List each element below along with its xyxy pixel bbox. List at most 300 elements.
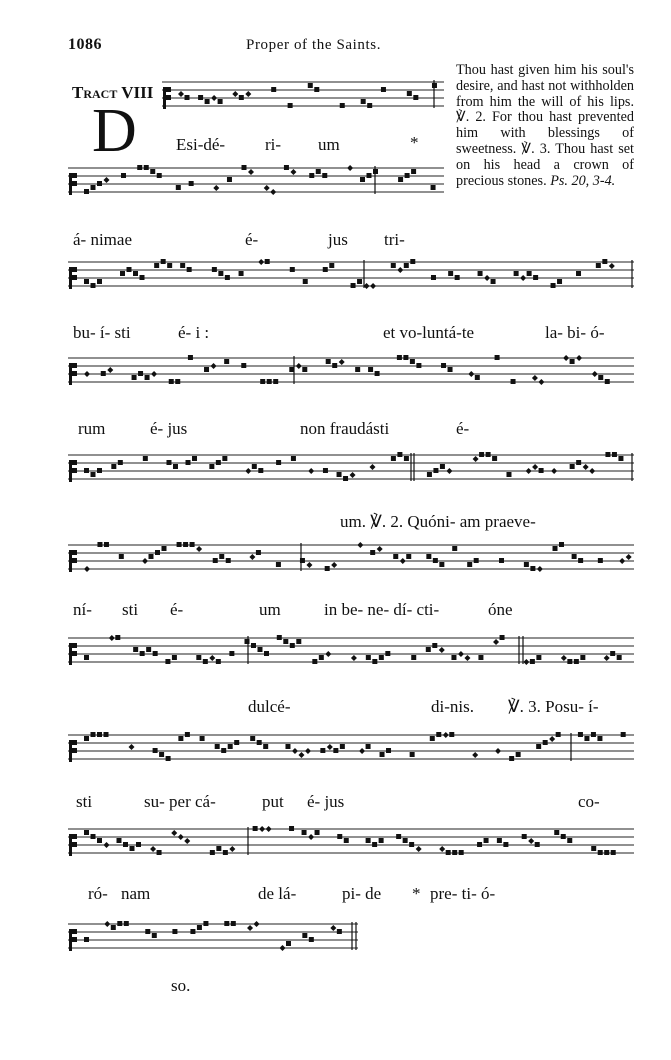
neume-note xyxy=(259,826,265,832)
neume-note xyxy=(185,732,190,737)
c-clef-icon xyxy=(69,643,72,665)
lyric-syllable: ri- xyxy=(265,135,282,154)
neume-note xyxy=(218,99,223,104)
neume-note xyxy=(326,359,331,364)
neume-note xyxy=(472,752,478,758)
neume-note xyxy=(115,635,120,640)
neume-note xyxy=(430,736,435,741)
neume-note xyxy=(203,921,208,926)
c-clef-icon xyxy=(72,267,77,272)
neume-note xyxy=(360,177,365,182)
neume-note xyxy=(432,643,437,648)
neume-note xyxy=(84,655,89,660)
page-number: 1086 xyxy=(68,36,102,53)
chant-staff-9 xyxy=(68,825,634,865)
neume-note xyxy=(178,834,184,840)
neume-note xyxy=(426,554,431,559)
c-clef-icon xyxy=(72,643,77,648)
neume-note xyxy=(258,259,264,265)
neume-note xyxy=(166,756,171,761)
neume-note xyxy=(264,185,270,191)
neume-note xyxy=(285,744,290,749)
neume-note xyxy=(150,169,155,174)
neume-note xyxy=(570,464,575,469)
neume-note xyxy=(205,99,210,104)
neume-note xyxy=(355,367,360,372)
neume-note xyxy=(306,562,312,568)
neume-note xyxy=(276,562,281,567)
neume-note xyxy=(340,744,345,749)
neume-note xyxy=(478,655,483,660)
neume-note xyxy=(244,639,249,644)
neume-note xyxy=(557,279,562,284)
neume-note xyxy=(527,271,532,276)
neume-note xyxy=(227,177,232,182)
lyric-syllable: ní- xyxy=(73,600,92,619)
neume-note xyxy=(520,275,526,281)
neume-note xyxy=(618,456,623,461)
neume-note xyxy=(239,271,244,276)
chant-staff-2 xyxy=(68,164,444,204)
lyric-syllable: é- xyxy=(245,230,259,249)
neume-note xyxy=(404,456,409,461)
lyric-syllable: é- jus xyxy=(150,419,188,438)
neume-note xyxy=(373,169,378,174)
neume-note xyxy=(302,367,307,372)
c-clef-icon xyxy=(69,929,72,951)
tract-label: Tract VIII xyxy=(72,83,154,102)
neume-note xyxy=(302,933,307,938)
neume-note xyxy=(370,283,376,289)
neume-note xyxy=(380,752,385,757)
neume-note xyxy=(551,468,557,474)
neume-note xyxy=(253,826,258,831)
neume-note xyxy=(223,850,228,855)
neume-note xyxy=(150,846,156,852)
neume-note xyxy=(276,460,281,465)
lyric-syllable: pre- ti- ó- xyxy=(430,884,496,903)
neume-note xyxy=(225,275,230,280)
neume-note xyxy=(574,659,579,664)
neume-note xyxy=(576,355,582,361)
neume-note xyxy=(136,842,141,847)
c-clef-icon xyxy=(72,275,77,280)
lyric-syllable: um. ℣. 2. Quóni- am praeve- xyxy=(340,512,536,531)
neume-note xyxy=(314,87,319,92)
neume-note xyxy=(204,367,209,372)
neume-note xyxy=(222,456,227,461)
neume-note xyxy=(612,452,617,457)
neume-note xyxy=(151,371,157,377)
neume-note xyxy=(257,740,262,745)
chant-staff-7 xyxy=(68,634,634,674)
neume-note xyxy=(177,542,182,547)
neume-note xyxy=(503,842,508,847)
neume-note xyxy=(265,259,270,264)
drop-cap-initial: D xyxy=(92,97,137,165)
neume-note xyxy=(597,736,602,741)
neume-note xyxy=(403,355,408,360)
c-clef-icon xyxy=(72,181,77,186)
c-clef-icon xyxy=(72,842,77,847)
neume-note xyxy=(249,554,255,560)
c-clef-icon xyxy=(69,267,72,289)
neume-note xyxy=(254,921,260,927)
neume-note xyxy=(167,263,172,268)
neume-note xyxy=(247,925,253,931)
chant-staff-4 xyxy=(68,354,634,394)
c-clef-icon xyxy=(166,87,171,92)
neume-note xyxy=(367,173,372,178)
c-clef-icon xyxy=(72,468,77,473)
neume-note xyxy=(216,460,221,465)
neume-note xyxy=(406,554,411,559)
neume-note xyxy=(621,732,626,737)
neume-note xyxy=(440,464,445,469)
neume-note xyxy=(178,736,183,741)
neume-note xyxy=(258,468,263,473)
neume-note xyxy=(403,838,408,843)
neume-note xyxy=(377,546,383,552)
neume-note xyxy=(468,371,474,377)
neume-note xyxy=(291,456,296,461)
neume-note xyxy=(229,651,234,656)
lyric-syllable: é- xyxy=(170,600,184,619)
neume-note xyxy=(169,379,174,384)
neume-note xyxy=(397,267,403,273)
neume-note xyxy=(183,542,188,547)
c-clef-icon xyxy=(69,740,72,762)
neume-note xyxy=(145,929,150,934)
neume-note xyxy=(370,550,375,555)
neume-note xyxy=(497,838,502,843)
neume-note xyxy=(157,173,162,178)
neume-note xyxy=(439,647,445,653)
neume-note xyxy=(91,834,96,839)
lyric-syllable: nam xyxy=(121,884,151,903)
neume-note xyxy=(570,359,575,364)
neume-note xyxy=(509,756,514,761)
translation-column xyxy=(456,63,634,189)
neume-note xyxy=(148,554,153,559)
neume-note xyxy=(209,655,215,661)
neume-note xyxy=(245,91,251,97)
neume-note xyxy=(446,850,451,855)
neume-note xyxy=(319,655,324,660)
neume-note xyxy=(289,826,294,831)
lyric-syllable: é- i : xyxy=(178,323,210,342)
c-clef-icon xyxy=(72,740,77,745)
neume-note xyxy=(323,267,328,272)
neume-note xyxy=(290,267,295,272)
neume-note xyxy=(561,655,567,661)
neume-note xyxy=(331,562,337,568)
neume-note xyxy=(473,456,479,462)
neume-note xyxy=(433,558,438,563)
neume-note xyxy=(359,748,365,754)
neume-note xyxy=(91,283,96,288)
c-clef-icon xyxy=(69,173,72,195)
chant-staff-5 xyxy=(68,451,634,491)
lyric-syllable: non fraudásti xyxy=(300,419,390,438)
neume-note xyxy=(188,355,193,360)
neume-note xyxy=(143,456,148,461)
neume-note xyxy=(551,283,556,288)
neume-note xyxy=(459,850,464,855)
neume-note xyxy=(325,566,330,571)
neume-note xyxy=(436,732,441,737)
neume-note xyxy=(124,921,129,926)
neume-note xyxy=(411,655,416,660)
neume-note xyxy=(97,181,102,186)
neume-note xyxy=(127,267,132,272)
neume-note xyxy=(433,468,438,473)
neume-note xyxy=(211,95,217,101)
neume-note xyxy=(416,846,422,852)
neume-note xyxy=(439,562,444,567)
neume-note xyxy=(315,830,320,835)
neume-note xyxy=(97,732,102,737)
neume-note xyxy=(397,355,402,360)
lyric-syllable: é- xyxy=(456,419,470,438)
neume-note xyxy=(357,279,362,284)
neume-note xyxy=(372,842,377,847)
neume-note xyxy=(97,468,102,473)
neume-note xyxy=(283,639,288,644)
neume-note xyxy=(539,468,544,473)
neume-note xyxy=(145,375,150,380)
neume-note xyxy=(524,562,529,567)
neume-note xyxy=(284,165,289,170)
neume-note xyxy=(511,379,516,384)
neume-note xyxy=(536,744,541,749)
neume-note xyxy=(229,846,235,852)
c-clef-icon xyxy=(69,363,72,385)
neume-note xyxy=(366,838,371,843)
neume-note xyxy=(598,558,603,563)
neume-note xyxy=(332,363,337,368)
neume-note xyxy=(596,263,601,268)
lyric-syllable: put xyxy=(262,792,284,811)
neume-note xyxy=(117,921,122,926)
neume-note xyxy=(537,566,543,572)
c-clef-icon xyxy=(163,87,166,109)
psalm-reference: Ps. 20, 3-4. xyxy=(550,172,616,189)
neume-note xyxy=(610,651,615,656)
neume-note xyxy=(410,752,415,757)
neume-note xyxy=(196,546,202,552)
neume-note xyxy=(290,169,296,175)
neume-note xyxy=(116,838,121,843)
neume-note xyxy=(97,279,102,284)
neume-note xyxy=(532,464,538,470)
neume-note xyxy=(617,655,622,660)
neume-note xyxy=(611,850,616,855)
neume-note xyxy=(172,655,177,660)
neume-note xyxy=(626,554,632,560)
neume-note xyxy=(267,379,272,384)
neume-note xyxy=(337,472,342,477)
lyric-syllable: é- jus xyxy=(307,792,345,811)
lyric-syllable: rum xyxy=(78,419,106,438)
neume-note xyxy=(133,647,138,652)
neume-note xyxy=(309,173,314,178)
neume-note xyxy=(322,173,327,178)
neume-note xyxy=(407,91,412,96)
neume-note xyxy=(325,651,331,657)
neume-note xyxy=(271,87,276,92)
neume-note xyxy=(393,554,398,559)
neume-note xyxy=(290,643,295,648)
neume-note xyxy=(347,165,353,171)
neume-note xyxy=(248,169,254,175)
neume-note xyxy=(591,732,596,737)
neume-note xyxy=(441,363,446,368)
neume-note xyxy=(330,925,336,931)
neume-note xyxy=(97,838,102,843)
neume-note xyxy=(448,271,453,276)
neume-note xyxy=(396,834,401,839)
neume-note xyxy=(589,468,595,474)
neume-note xyxy=(516,752,521,757)
neume-note xyxy=(495,748,501,754)
neume-note xyxy=(140,275,145,280)
neume-note xyxy=(467,562,472,567)
c-clef-icon xyxy=(69,460,72,482)
neume-note xyxy=(279,945,285,951)
neume-note xyxy=(273,379,278,384)
neume-note xyxy=(153,748,158,753)
neume-note xyxy=(203,659,208,664)
neume-note xyxy=(142,558,148,564)
neume-note xyxy=(337,834,342,839)
neume-note xyxy=(111,464,116,469)
neume-note xyxy=(605,452,610,457)
neume-note xyxy=(351,655,357,661)
neume-note xyxy=(97,542,102,547)
neume-note xyxy=(266,826,272,832)
neume-note xyxy=(256,550,261,555)
neume-note xyxy=(400,558,406,564)
neume-note xyxy=(366,655,371,660)
neume-note xyxy=(474,558,479,563)
neume-note xyxy=(308,834,314,840)
neume-note xyxy=(153,651,158,656)
neume-note xyxy=(309,937,314,942)
neume-note xyxy=(484,838,489,843)
neume-note xyxy=(111,925,116,930)
neume-note xyxy=(549,736,555,742)
neume-note xyxy=(398,177,403,182)
neume-note xyxy=(224,921,229,926)
neume-note xyxy=(263,744,268,749)
translation-text: Thou hast given him his soul's desire, and hast not withholden from him the will of his lips. ℣. 2. For thou hast prevented him with blessings of sweetness. ℣. 3. Thou hast set on his head a crown of precious stones. xyxy=(456,62,634,189)
neume-note xyxy=(567,838,572,843)
neume-note xyxy=(477,842,482,847)
neume-note xyxy=(385,651,390,656)
neume-note xyxy=(327,744,333,750)
c-clef-icon xyxy=(72,651,77,656)
neume-note xyxy=(241,363,246,368)
neume-note xyxy=(138,371,143,376)
neume-note xyxy=(189,181,194,186)
neume-note xyxy=(175,379,180,384)
neume-note xyxy=(464,655,470,661)
neume-note xyxy=(559,542,564,547)
neume-note xyxy=(84,279,89,284)
neume-note xyxy=(532,375,538,381)
neume-note xyxy=(506,472,511,477)
neume-note xyxy=(535,842,540,847)
neume-note xyxy=(536,655,541,660)
neume-note xyxy=(298,752,304,758)
neume-note xyxy=(361,99,366,104)
neume-note xyxy=(228,744,233,749)
neume-note xyxy=(84,830,89,835)
neume-note xyxy=(107,367,113,373)
neume-note xyxy=(104,177,110,183)
neume-note xyxy=(492,456,497,461)
neume-note xyxy=(604,655,610,661)
c-clef-icon xyxy=(72,834,77,839)
neume-note xyxy=(583,464,589,470)
lyric-syllable: so. xyxy=(171,976,191,995)
neume-note xyxy=(584,736,589,741)
neume-note xyxy=(323,468,328,473)
neume-note xyxy=(410,359,415,364)
lyric-syllable: sti xyxy=(76,792,93,811)
lyric-syllable: dulcé- xyxy=(248,697,291,716)
neume-note xyxy=(264,651,269,656)
neume-note xyxy=(553,546,558,551)
neume-note xyxy=(556,732,561,737)
neume-note xyxy=(132,375,137,380)
neume-note xyxy=(104,921,110,927)
chant-staff-3 xyxy=(68,258,634,298)
neume-note xyxy=(178,91,184,97)
neume-note xyxy=(308,83,313,88)
neume-note xyxy=(286,941,291,946)
lyric-syllable: in be- ne- dí- cti- xyxy=(324,600,440,619)
neume-note xyxy=(543,740,548,745)
neume-note xyxy=(252,464,257,469)
neume-note xyxy=(166,460,171,465)
c-clef-icon xyxy=(69,550,72,572)
neume-note xyxy=(119,554,124,559)
neume-note xyxy=(161,546,166,551)
neume-note xyxy=(144,165,149,170)
neume-note xyxy=(197,925,202,930)
neume-note xyxy=(523,659,529,665)
neume-note xyxy=(104,732,109,737)
lyric-syllable: um xyxy=(318,135,340,154)
neume-note xyxy=(165,659,170,664)
neume-note xyxy=(339,359,345,365)
neume-note xyxy=(120,271,125,276)
neume-note xyxy=(372,659,377,664)
neume-note xyxy=(495,355,500,360)
neume-note xyxy=(567,659,572,664)
neume-note xyxy=(296,363,302,369)
neume-note xyxy=(619,558,625,564)
neume-note xyxy=(554,830,559,835)
neume-note xyxy=(538,379,544,385)
c-clef-icon xyxy=(166,95,171,100)
neume-note xyxy=(303,279,308,284)
neume-note xyxy=(242,165,247,170)
neume-note xyxy=(245,468,251,474)
lyric-syllable: di-nis. xyxy=(431,697,474,716)
